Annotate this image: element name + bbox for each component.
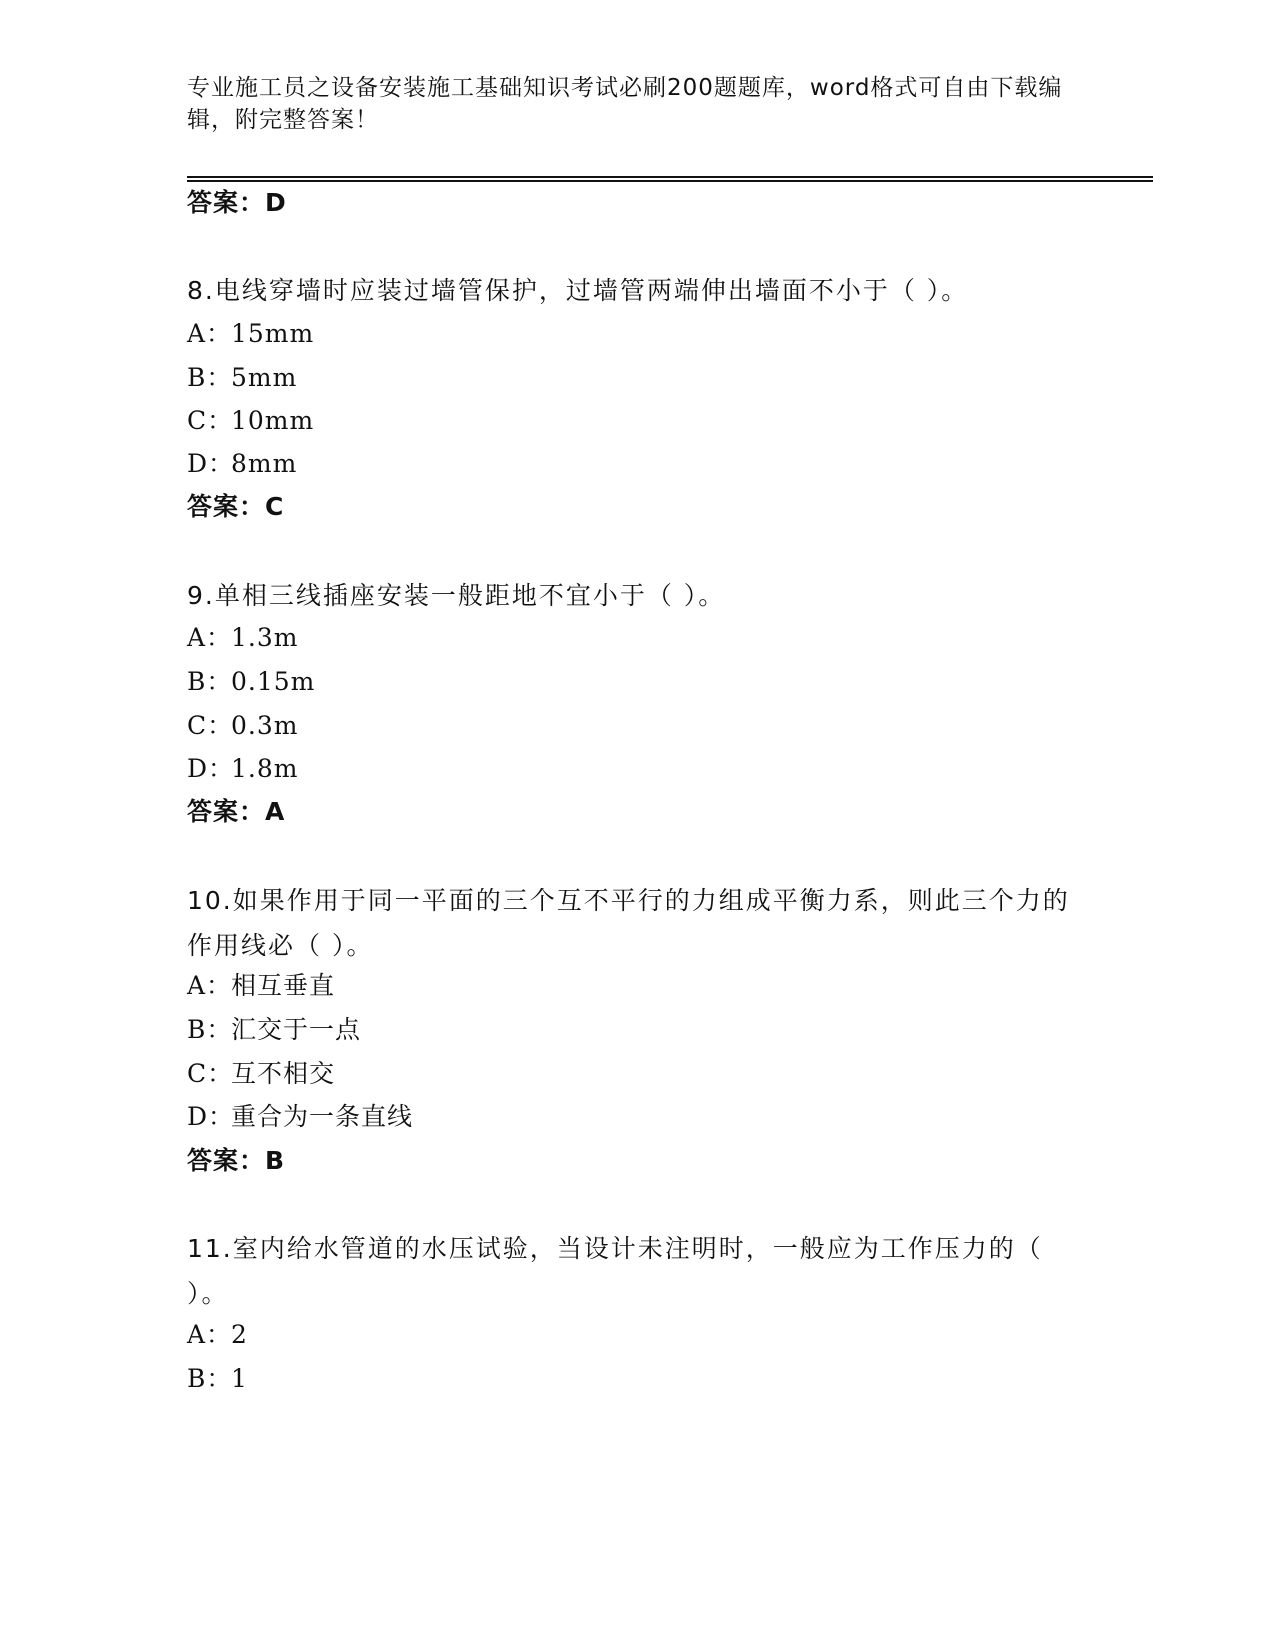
question-9-option-c [187,710,298,742]
option-label: A： [187,971,233,1000]
question-10-option-c [187,1058,335,1090]
option-label: A： [187,1320,233,1349]
question-10-option-a [187,970,335,1002]
answer-line-previous: 答案：D [187,188,287,217]
option-text: 1.8m [231,754,299,783]
option-label: A： [187,319,233,348]
option-text: 相互垂直 [231,971,336,1000]
option-label: B： [187,1015,233,1044]
option-text: 汇交于一点 [231,1015,362,1044]
option-text: 0.15m [231,667,316,696]
question-9-option-a [187,622,298,654]
option-label: C： [187,711,234,740]
question-8: 8.电线穿墙时应装过墙管保护，过墙管两端伸出墙面不小于（ ）。 [187,276,969,305]
option-text: 2 [231,1320,248,1349]
option-label: B： [187,667,233,696]
option-text: 8mm [231,449,298,478]
question-8-option-d [187,448,297,480]
question-11: 11.室内给水管道的水压试验，当设计未注明时，一般应为工作压力的（ ）。 [187,1234,1043,1308]
option-label: B： [187,1364,233,1393]
question-8-option-a [187,318,314,350]
option-label: D： [187,754,235,783]
question-10-answer: 答案：B [187,1146,286,1175]
option-text: 1 [231,1364,248,1393]
option-text: 互不相交 [231,1059,336,1088]
option-text: 5mm [231,363,298,392]
option-text: 10mm [231,406,315,435]
header-divider [187,176,1153,182]
question-10: 10.如果作用于同一平面的三个互不平行的力组成平衡力系，则此三个力的作用线必（ ）。 [187,886,1070,960]
header-divider-line-bottom [187,180,1153,182]
option-label: B： [187,363,233,392]
question-11-option-a [187,1319,248,1351]
header-divider-line-top [187,176,1153,178]
question-9: 9.单相三线插座安装一般距地不宜小于（ ）。 [187,581,726,610]
option-label: D： [187,449,235,478]
option-label: D： [187,1102,235,1131]
question-9-option-b [187,666,315,698]
option-text: 重合为一条直线 [231,1102,414,1131]
question-10-option-b [187,1014,361,1046]
question-8-answer: 答案：C [187,492,285,521]
option-text: 15mm [231,319,315,348]
document-header: 专业施工员之设备安装施工基础知识考试必刷200题题库，word格式可自由下载编辑，附完整答案！ [187,75,1063,133]
question-11-option-b [187,1363,248,1395]
question-9-answer: 答案：A [187,797,286,826]
question-8-option-b [187,362,297,394]
option-text: 0.3m [231,711,299,740]
option-text: 1.3m [231,623,299,652]
option-label: C： [187,406,234,435]
question-8-option-c [187,405,314,437]
option-label: A： [187,623,233,652]
question-10-option-d [187,1101,413,1133]
question-9-option-d [187,753,298,785]
option-label: C： [187,1059,234,1088]
